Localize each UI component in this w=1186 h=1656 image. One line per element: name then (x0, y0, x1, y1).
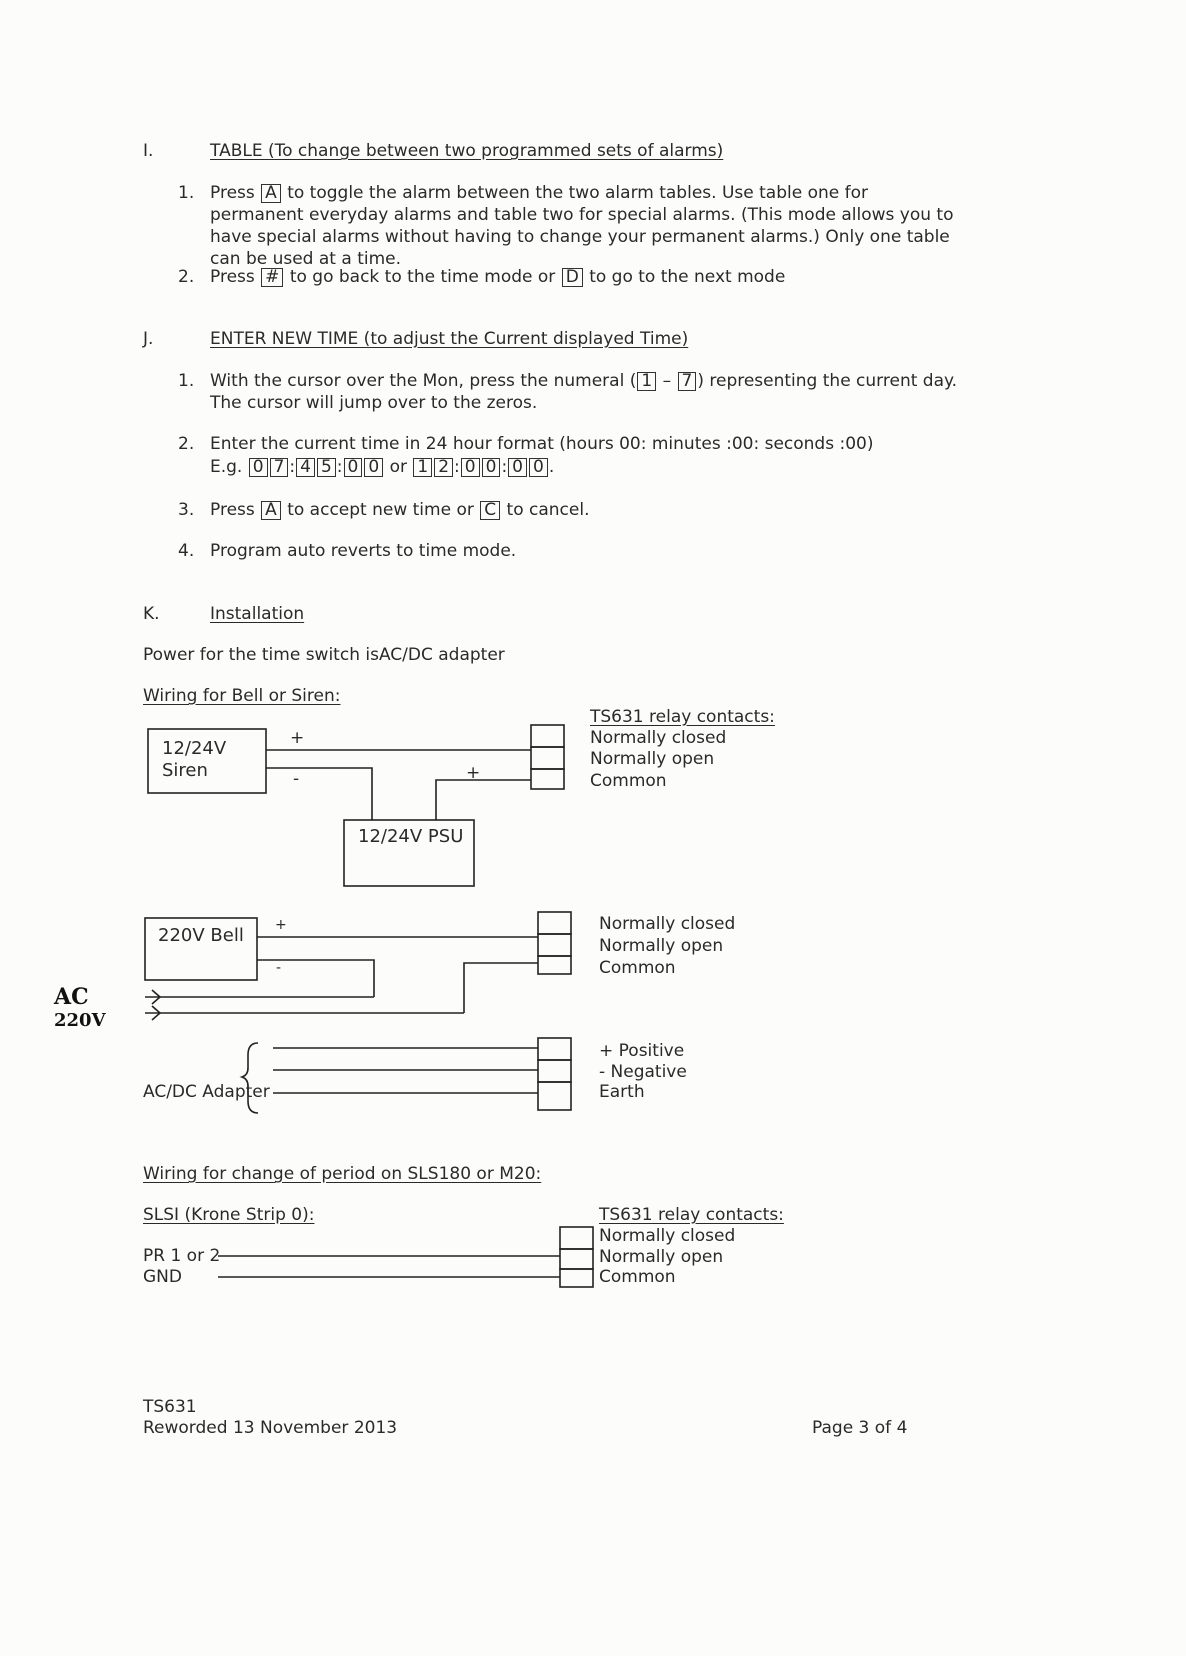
step-text: ) representing the current day. The cursor will jump over to the zeros. (210, 371, 958, 413)
handwritten-220v: 220V (54, 1010, 106, 1031)
section-j-step4-num: 4. (178, 541, 195, 561)
wiring-period-title: Wiring for change of period on SLS180 or M20: (143, 1164, 542, 1184)
footer-page: Page 3 of 4 (812, 1418, 908, 1438)
relay-cell (531, 725, 564, 747)
relay-cell (538, 912, 571, 934)
siren-minus-wire (266, 768, 372, 820)
key-digit: 0 (344, 458, 363, 477)
siren-label-2: Siren (162, 760, 208, 781)
section-j-step2-num: 2. (178, 434, 195, 454)
relay-contact: Normally closed (590, 728, 727, 748)
section-j-step2-example: E.g. 0 7 : 4 5 : 0 0 or 1 2 : 0 0 : 0 0 . (210, 457, 555, 477)
bell-common-wire (464, 963, 538, 1013)
step-text: to toggle the alarm between the two alarm tables. Use table one for permanent everyday alarms and table two for special alarms. (This mode allows you to have special alarms without having to change your permanent alarms.) Only one table can be used at a time. (210, 183, 954, 269)
bell-minus-wire (257, 960, 374, 997)
step-text: Press (210, 183, 255, 203)
key-digit: 2 (434, 458, 453, 477)
footer-doc: TS631 (143, 1397, 197, 1417)
key-7: 7 (678, 372, 697, 391)
psu-plus: + (466, 763, 481, 783)
step-text: With the cursor over the Mon, press the numeral ( (210, 371, 637, 391)
relay-cell (538, 934, 571, 956)
relay-cell (560, 1269, 593, 1287)
key-digit: 0 (249, 458, 268, 477)
adapter-term: + Positive (599, 1041, 685, 1061)
sls-title: SLSI (Krone Strip 0): (143, 1205, 315, 1225)
psu-label: 12/24V PSU (358, 826, 464, 847)
section-k-title: Installation (210, 604, 305, 624)
key-digit: 5 (317, 458, 336, 477)
key-digit: 0 (529, 458, 548, 477)
relay-cell (538, 1038, 571, 1060)
section-j-title: ENTER NEW TIME (to adjust the Current displayed Time) (210, 329, 689, 349)
key-hash: # (261, 268, 283, 287)
key-digit: 7 (270, 458, 289, 477)
relay-cell (531, 747, 564, 769)
section-i-step1-num: 1. (178, 183, 195, 203)
section-i-step2-num: 2. (178, 267, 195, 287)
key-a: A (261, 501, 281, 520)
bell-minus: - (276, 960, 282, 976)
section-j-step2-line1: Enter the current time in 24 hour format (hours 00: minutes :00: seconds :00) (210, 434, 874, 454)
adapter-term: - Negative (599, 1062, 687, 1082)
siren-label-1: 12/24V (162, 738, 227, 759)
section-j-letter: J. (143, 329, 154, 349)
section-j-step1-num: 1. (178, 371, 195, 391)
relay-contact: Normally closed (599, 1226, 736, 1246)
handwritten-ac: AC (54, 984, 89, 1010)
section-k-letter: K. (143, 604, 160, 624)
relay-cell (560, 1227, 593, 1249)
relay-contact: Normally open (599, 1247, 724, 1267)
key-digit: 0 (482, 458, 501, 477)
sls-line-label: PR 1 or 2 (143, 1246, 221, 1266)
step-text: Press (210, 500, 255, 520)
relay-contact: Normally open (590, 749, 715, 769)
section-i-title: TABLE (To change between two programmed sets of alarms) (210, 141, 724, 161)
bell-contact: Normally closed (599, 914, 736, 934)
key-1: 1 (637, 372, 656, 391)
step-text: to go to the next mode (589, 267, 786, 287)
section-j-step4: Program auto reverts to time mode. (210, 541, 517, 561)
bell-plus: + (275, 917, 287, 933)
relay-title-2: TS631 relay contacts: (599, 1205, 784, 1225)
psu-plus-wire (436, 780, 531, 820)
step-text: to cancel. (506, 500, 590, 520)
bell-contact: Normally open (599, 936, 724, 956)
key-digit: 4 (296, 458, 315, 477)
relay-cell (531, 769, 564, 789)
step-text: to accept new time or (287, 500, 474, 520)
key-digit: 0 (461, 458, 480, 477)
section-j-step3-num: 3. (178, 500, 195, 520)
or-label: or (389, 457, 407, 477)
relay-cell (538, 1082, 571, 1110)
key-digit: 0 (364, 458, 383, 477)
key-a: A (261, 184, 281, 203)
siren-plus: + (290, 728, 305, 748)
relay-contact: Common (599, 1267, 676, 1287)
adapter-label: AC/DC Adapter (143, 1082, 270, 1102)
eg-label: E.g. (210, 457, 243, 477)
relay-cell (538, 1060, 571, 1082)
relay-cell (560, 1249, 593, 1269)
sls-line-label: GND (143, 1267, 182, 1287)
bell-contact: Common (599, 958, 676, 978)
key-digit: 0 (508, 458, 527, 477)
siren-minus: - (293, 769, 300, 789)
power-note: Power for the time switch isAC/DC adapter (143, 645, 505, 665)
bell-label: 220V Bell (158, 925, 244, 946)
adapter-term: Earth (599, 1082, 645, 1102)
step-text: Press (210, 267, 255, 287)
relay-cell (538, 956, 571, 974)
key-digit: 1 (413, 458, 432, 477)
step-text: to go back to the time mode or (289, 267, 556, 287)
dash: – (662, 371, 672, 391)
wiring-bell-title: Wiring for Bell or Siren: (143, 686, 341, 706)
relay-title: TS631 relay contacts: (590, 707, 775, 727)
key-c: C (480, 501, 500, 520)
relay-contact: Common (590, 771, 667, 791)
key-d: D (562, 268, 583, 287)
footer-reworded: Reworded 13 November 2013 (143, 1418, 398, 1438)
section-i-letter: I. (143, 141, 154, 161)
